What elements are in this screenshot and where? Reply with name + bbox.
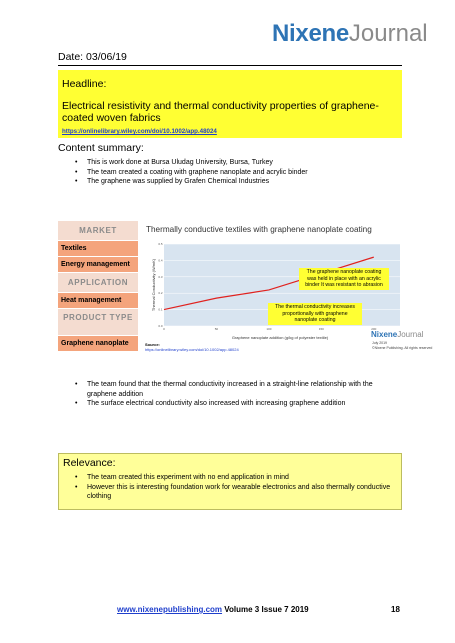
y-tick-label: 0.4 xyxy=(158,258,163,263)
date-line: Date: 03/06/19 xyxy=(58,51,402,66)
logo-journal: Journal xyxy=(348,20,428,47)
page-number: 18 xyxy=(391,605,400,614)
headline-label: Headline: xyxy=(62,78,107,90)
product-item: Graphene nanoplate xyxy=(58,336,138,352)
bullet-icon: • xyxy=(75,159,78,166)
market-header: MARKET xyxy=(58,221,138,241)
relevance-list xyxy=(75,473,395,502)
bullet-icon: • xyxy=(75,178,78,185)
market-item: Energy management xyxy=(58,257,138,273)
annotation-proportional: The thermal conductivity increases proportionally with graphene nanoplate coating xyxy=(268,303,362,325)
relevance-label: Relevance: xyxy=(63,457,116,469)
footer xyxy=(117,605,309,614)
figure-source xyxy=(145,342,239,352)
bullet-icon: • xyxy=(75,168,78,176)
y-tick-label: 0.1 xyxy=(158,307,163,312)
footer-link[interactable]: www.nixenepublishing.com xyxy=(117,605,223,614)
list-item: • This is work done at Bursa Uludag University, Bursa, Turkey xyxy=(75,159,273,166)
x-tick-label: 0 xyxy=(163,327,165,331)
y-axis-label: Thermal Conductivity (W/mK) xyxy=(151,258,156,312)
x-axis-label: Graphene nanoplate addition (g/kg of polyester textile) xyxy=(231,335,329,340)
list-item: • However this is interesting foundation work for wearable electronics and also thermally conductive clothing xyxy=(75,483,391,500)
conductivity-chart xyxy=(150,240,402,340)
bullet-icon: • xyxy=(75,400,78,407)
list-item: • The graphene was supplied by Grafen Chemical Industries xyxy=(75,178,270,185)
x-tick-label: 50 xyxy=(214,327,219,331)
bullet-icon: • xyxy=(75,483,78,491)
headline-text: Electrical resistivity and thermal conductivity properties of graphene-coated woven fabrics xyxy=(62,100,379,124)
x-tick-label: 150 xyxy=(318,327,324,331)
x-tick-label: 200 xyxy=(371,327,377,331)
figure-logo: NixeneJournal xyxy=(371,330,424,339)
source-url[interactable]: https://onlinelibrary.wiley.com/doi/10.1002/app.48024 xyxy=(145,347,239,352)
bullet-icon: • xyxy=(75,381,78,388)
y-tick-label: 0.2 xyxy=(158,291,163,296)
source-label: Source: xyxy=(145,342,160,347)
headline-box xyxy=(58,70,402,138)
application-item: Heat management xyxy=(58,293,138,309)
y-tick-label: 0.0 xyxy=(158,324,163,328)
list-item: • The team found that the thermal conductivity increased in a straight-line relationship with the graphene addition xyxy=(75,381,373,398)
figure-date: July 2019 ©Nixene Publishing. All rights reserved xyxy=(372,341,433,350)
figure-sidebar xyxy=(58,221,138,352)
annotation-binder: The graphene nanoplate coating was held in place with an acrylic binder It was resistant to abrasion xyxy=(299,268,389,290)
relevance-box xyxy=(58,453,402,510)
list-item: • The team created a coating with graphene nanoplate and acrylic binder xyxy=(75,168,308,176)
bullet-icon: • xyxy=(75,474,78,481)
logo-brand: Nixene xyxy=(272,20,349,47)
list-item: • The surface electrical conductivity also increased with increasing graphene addition xyxy=(75,400,346,407)
x-tick-label: 100 xyxy=(266,327,272,331)
content-summary-title: Content summary: xyxy=(58,142,144,154)
market-item: Textiles xyxy=(58,241,138,257)
figure-title: Thermally conductive textiles with graphene nanoplate coating xyxy=(146,225,372,234)
footer-issue: Volume 3 Issue 7 2019 xyxy=(224,605,309,614)
product-header: PRODUCT TYPE xyxy=(58,309,138,336)
journal-logo xyxy=(272,20,428,48)
headline-link[interactable]: https://onlinelibrary.wiley.com/doi/10.1002/app.48024 xyxy=(62,128,217,135)
findings-list xyxy=(75,380,395,409)
application-header: APPLICATION xyxy=(58,273,138,293)
y-tick-label: 0.3 xyxy=(158,274,163,279)
summary-list xyxy=(75,158,395,187)
list-item: • The team created this experiment with no end application in mind xyxy=(75,474,289,481)
y-tick-label: 0.5 xyxy=(158,242,163,246)
